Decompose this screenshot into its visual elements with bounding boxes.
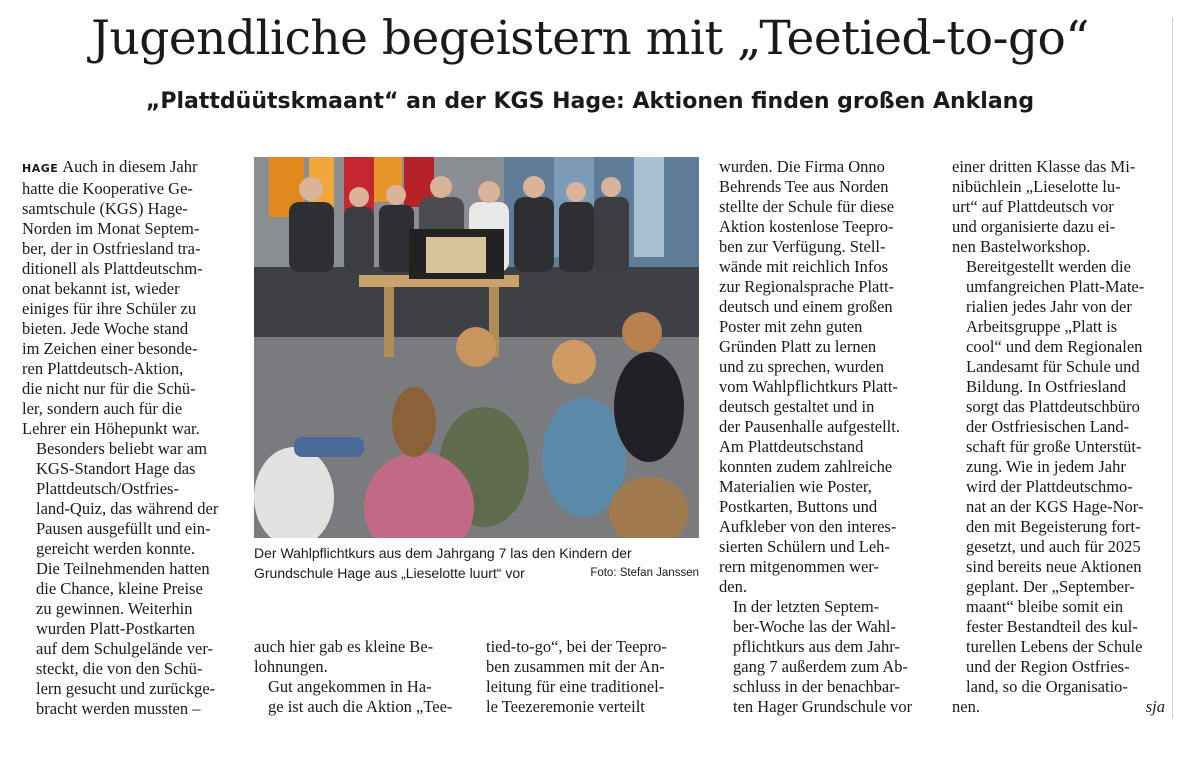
text-line: samtschule (KGS) Hage- [22, 199, 188, 218]
paragraph [719, 157, 932, 597]
text-line: Die Teilnehmenden hatten [36, 559, 210, 578]
article-column-4 [719, 157, 932, 717]
text-line: schaft für große Unterstüt- [966, 437, 1142, 456]
text-line: Bildung. In Ostfriesland [966, 377, 1126, 396]
photo-caption [254, 543, 699, 583]
dateline: HAGE [22, 162, 59, 175]
paragraph [486, 637, 699, 717]
text-line: cool“ und dem Regionalen [966, 337, 1143, 356]
text-line: le Teezeremonie verteilt [486, 697, 645, 716]
text-line: Bereitgestellt werden die [966, 257, 1131, 276]
text-line: stellte der Schule für diese [719, 197, 895, 216]
text-line: der Pausenhalle aufgestellt. [719, 417, 900, 436]
text-line: tied-to-go“, bei der Teepro- [486, 637, 667, 656]
text-line: die Chance, kleine Preise [36, 579, 203, 598]
headline: Jugendliche begeistern mit „Teetied-to-go“ [91, 11, 1089, 66]
text-line: wurden. Die Firma Onno [719, 157, 885, 176]
text-line: KGS-Standort Hage das [36, 459, 196, 478]
text-line: steckt, die von den Schü- [36, 659, 203, 678]
text-line: ler, sondern auch für die [22, 399, 183, 418]
text-line: Norden im Monat Septem- [22, 219, 200, 238]
text-line: sorgt das Plattdeutschbüro [966, 397, 1140, 416]
text-line: geplant. Der „September- [966, 577, 1135, 596]
text-line: ben zusammen mit der An- [486, 657, 665, 676]
text-line: auch hier gab es kleine Be- [254, 637, 434, 656]
text-line: onat bekannt ist, wieder [22, 279, 180, 298]
text-line: deutsch und einem großen [719, 297, 893, 316]
paragraph [952, 157, 1165, 257]
text-line: leitung für eine traditionel- [486, 677, 665, 696]
text-line: Materialien wie Poster, [719, 477, 872, 496]
text-line: nibüchlein „Lieselotte lu- [952, 177, 1121, 196]
text-line: im Zeichen einer besonde- [22, 339, 198, 358]
caption-line: Grundschule Hage aus „Lieselotte luurt“ vor [254, 565, 525, 581]
text-line: Poster mit zehn guten [719, 317, 863, 336]
text-line: Plattdeutsch/Ostfries- [36, 479, 179, 498]
text-line: einer dritten Klasse das Mi- [952, 157, 1136, 176]
text-line: land-Quiz, das während der [36, 499, 219, 518]
text-line: umfangreichen Platt-Mate- [966, 277, 1145, 296]
article-column-5 [952, 157, 1165, 717]
text-line: konnten zudem zahlreiche [719, 457, 893, 476]
text-line: Auch in diesem Jahr [62, 157, 198, 176]
text-line: Aktion kostenlose Teepro- [719, 217, 894, 236]
photo-credit: Foto: Stefan Janssen [590, 567, 699, 579]
text-line: wände mit reichlich Infos [719, 257, 889, 276]
text-line: zung. Wie in jedem Jahr [966, 457, 1126, 476]
text-line: In der letzten Septem- [733, 597, 880, 616]
text-line: Postkarten, Buttons und [719, 497, 878, 516]
text-line: den. [719, 577, 747, 596]
text-line: gang 7 außerdem zum Ab- [733, 657, 909, 676]
text-line: einiges für ihre Schüler zu [22, 299, 197, 318]
text-line: Pausen ausgefüllt und ein- [36, 519, 211, 538]
paragraph [254, 637, 467, 677]
text-line: urt“ auf Plattdeutsch vor [952, 197, 1114, 216]
text-line: bracht werden mussten – [36, 699, 201, 718]
text-line: auf dem Schulgelände ver- [36, 639, 213, 658]
text-line: ten Hager Grundschule vor [733, 697, 913, 716]
paragraph [22, 157, 235, 439]
text-line: den mit Begeisterung fort- [966, 517, 1141, 536]
text-line: Aufkleber von den interes- [719, 517, 897, 536]
text-line: maant“ bleibe somit ein [966, 597, 1124, 616]
text-line: ben zur Verfügung. Stell- [719, 237, 886, 256]
text-line: schluss in der benachbar- [733, 677, 900, 696]
text-line: Behrends Tee aus Norden [719, 177, 889, 196]
text-line: ditionell als Plattdeutschm- [22, 259, 203, 278]
text-line: sind bereits neue Aktionen [966, 557, 1142, 576]
paragraph-last-line [952, 697, 1165, 717]
text-line: lohnungen. [254, 657, 328, 676]
text-line: wird der Plattdeutschmo- [966, 477, 1133, 496]
text-line: der Ostfriesischen Land- [966, 417, 1130, 436]
text-line: nen Bastelworkshop. [952, 237, 1091, 256]
paragraph [22, 439, 235, 719]
text-line: Besonders beliebt war am [36, 439, 207, 458]
paragraph [952, 257, 1165, 697]
text-line: rern mitgenommen wer- [719, 557, 880, 576]
text-line: turellen Lebens der Schule [966, 637, 1143, 656]
article-column-1 [22, 157, 235, 719]
text-line: sierten Schülern und Leh- [719, 537, 890, 556]
article-column-2 [254, 637, 467, 717]
text-line: und organisierte dazu ei- [952, 217, 1116, 236]
text-line: Lehrer ein Höhepunkt war. [22, 419, 200, 438]
text-line: vom Wahlpflichtkurs Platt- [719, 377, 898, 396]
text-line: pflichtkurs aus dem Jahr- [733, 637, 900, 656]
text-line: zu gewinnen. Weiterhin [36, 599, 193, 618]
article-column-3 [486, 637, 699, 717]
paragraph [719, 597, 932, 717]
text-line: nat an der KGS Hage-Nor- [966, 497, 1144, 516]
text-line: und der Region Ostfries- [966, 657, 1130, 676]
text-line: ge ist auch die Aktion „Tee- [268, 697, 453, 716]
text-line: und zu sprechen, wurden [719, 357, 884, 376]
text-line: Gründen Platt zu lernen [719, 337, 877, 356]
text-line: lern gesucht und zurückge- [36, 679, 216, 698]
paragraph [254, 677, 467, 717]
text-line: Landesamt für Schule und [966, 357, 1140, 376]
text-line: hatte die Kooperative Ge- [22, 179, 193, 198]
text-line: land, so die Organisatio- [966, 677, 1128, 696]
text-line: gesetzt, und auch für 2025 [966, 537, 1141, 556]
article-photo [254, 157, 699, 538]
subheadline: „Plattdüütskmaant“ an der KGS Hage: Aktionen finden großen Anklang [145, 89, 1035, 114]
text-line: deutsch gestaltet und in [719, 397, 875, 416]
text-line: zur Regionalsprache Platt- [719, 277, 895, 296]
text-line: Am Plattdeutschstand [719, 437, 864, 456]
text-line: rialien jedes Jahr von der [966, 297, 1132, 316]
text-line: wurden Platt-Postkarten [36, 619, 196, 638]
text-line: fester Bestandteil des kul- [966, 617, 1138, 636]
text-line: ber, der in Ostfriesland tra- [22, 239, 201, 258]
author-initials: sja [1145, 697, 1165, 716]
text-line: ber-Woche las der Wahl- [733, 617, 897, 636]
text-line: ren Plattdeutsch-Aktion, [22, 359, 184, 378]
text-line: nen. [952, 697, 980, 716]
text-line: die nicht nur für die Schü- [22, 379, 196, 398]
text-line: Arbeitsgruppe „Platt is [966, 317, 1118, 336]
caption-line: Der Wahlpflichtkurs aus dem Jahrgang 7 las den Kindern der [254, 545, 632, 561]
text-line: bieten. Jede Woche stand [22, 319, 189, 338]
text-line: Gut angekommen in Ha- [268, 677, 432, 696]
column-rule [1172, 18, 1173, 718]
text-line: gereicht werden konnte. [36, 539, 195, 558]
photo-illustration [254, 157, 699, 538]
